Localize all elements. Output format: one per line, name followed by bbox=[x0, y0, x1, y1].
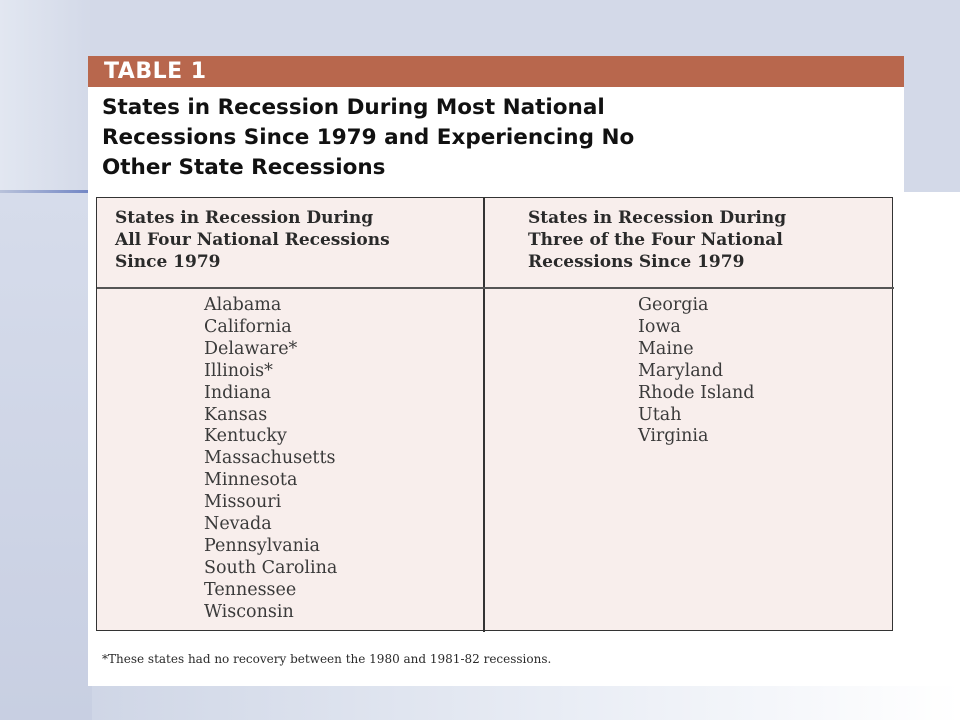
column-header-line: States in Recession During bbox=[115, 208, 374, 228]
column-header-line: Since 1979 bbox=[115, 252, 221, 272]
slide-background-left bbox=[0, 192, 92, 720]
state-item: Pennsylvania bbox=[204, 535, 320, 556]
state-item: Kentucky bbox=[204, 426, 287, 447]
table-footnote: *These states had no recovery between the 1980 and 1981-82 recessions. bbox=[102, 652, 552, 666]
table-title-line: Other State Recessions bbox=[102, 155, 386, 180]
state-item: Kansas bbox=[204, 404, 268, 425]
column-header-all-four bbox=[115, 207, 390, 273]
table-title-line: States in Recession During Most National bbox=[102, 95, 605, 120]
state-item: Maryland bbox=[638, 360, 724, 381]
slide-background-top-fade bbox=[0, 0, 92, 192]
column-header-line: States in Recession During bbox=[528, 208, 787, 228]
state-item: Illinois* bbox=[204, 360, 273, 381]
state-item: Minnesota bbox=[204, 470, 298, 491]
state-item: Alabama bbox=[204, 295, 282, 315]
state-item: Nevada bbox=[204, 514, 272, 535]
state-item: Massachusetts bbox=[204, 448, 336, 469]
state-item: Wisconsin bbox=[204, 601, 294, 622]
slide-accent-line bbox=[0, 190, 92, 193]
state-item: Delaware* bbox=[204, 338, 298, 359]
table-title bbox=[102, 93, 882, 183]
table-title-line: Recessions Since 1979 and Experiencing No bbox=[102, 125, 635, 150]
column-divider bbox=[483, 198, 485, 632]
state-item: California bbox=[204, 316, 292, 337]
table-label: TABLE 1 bbox=[104, 59, 207, 84]
state-item: Indiana bbox=[204, 382, 272, 403]
column-header-line: All Four National Recessions bbox=[115, 230, 390, 250]
state-item: South Carolina bbox=[204, 557, 338, 578]
state-item: Utah bbox=[638, 404, 682, 425]
slide-background-bottom bbox=[92, 686, 960, 720]
state-item: Iowa bbox=[638, 316, 681, 337]
column-header-line: Recessions Since 1979 bbox=[528, 252, 745, 272]
state-table bbox=[96, 197, 893, 631]
state-item: Maine bbox=[638, 338, 694, 359]
state-item: Georgia bbox=[638, 295, 709, 315]
state-item: Rhode Island bbox=[638, 382, 755, 403]
header-rule bbox=[97, 287, 894, 289]
state-item: Missouri bbox=[204, 492, 282, 513]
table-banner bbox=[88, 56, 904, 87]
state-item: Virginia bbox=[638, 426, 709, 447]
column-header-three-of-four bbox=[528, 207, 786, 273]
state-list-three-of-four bbox=[638, 295, 755, 448]
column-header-line: Three of the Four National bbox=[528, 230, 783, 250]
state-list-all-four bbox=[204, 295, 337, 624]
state-item: Tennessee bbox=[204, 579, 297, 600]
table-figure bbox=[88, 56, 904, 686]
